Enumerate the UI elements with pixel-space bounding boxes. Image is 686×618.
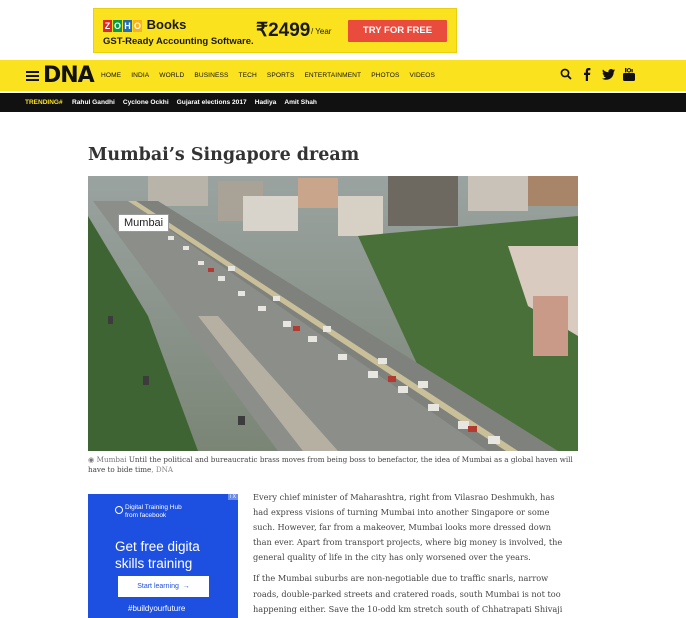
arrow-right-icon: → (180, 583, 190, 590)
article-body (253, 490, 571, 618)
trending-item[interactable]: Amit Shah (284, 99, 317, 106)
caption-text: Until the political and bureaucratic brass moves from being boss to benefactor, the idea of Mumbai as a global haven will have to bide time (88, 455, 573, 474)
caption-source: , DNA (151, 464, 174, 474)
ad-headline-line2: skills training (115, 556, 193, 571)
ad-product: Books (146, 17, 187, 32)
ad-choices-badge[interactable]: i X (230, 494, 236, 500)
trending-bar (0, 93, 686, 112)
trending-item[interactable]: Gujarat elections 2017 (176, 99, 247, 106)
training-hub-logo-icon (115, 506, 123, 514)
nav-item-sports[interactable]: SPORTS (266, 72, 295, 79)
image-caption (88, 455, 582, 474)
trending-item[interactable]: Hadiya (254, 99, 277, 106)
image-location-label: Mumbai (118, 214, 169, 232)
logo-letter: O (113, 21, 121, 31)
trending-item[interactable]: Cyclone Ockhi (122, 99, 169, 106)
facebook-icon[interactable] (580, 67, 594, 81)
nav-item-home[interactable]: HOME (101, 72, 122, 79)
youtube-icon[interactable] (622, 67, 636, 81)
ad-price: ₹2499 (256, 20, 311, 41)
nav-icons (559, 67, 643, 81)
nav-item-india[interactable]: INDIA (131, 72, 150, 79)
start-learning-button[interactable] (118, 576, 209, 597)
ad-brand (103, 17, 186, 32)
logo-letter: H (124, 21, 131, 31)
side-advertisement[interactable] (88, 494, 238, 618)
ad-period: / Year (311, 27, 332, 36)
nav-item-photos[interactable]: PHOTOS (371, 72, 400, 79)
twitter-icon[interactable] (601, 67, 615, 81)
nav-item-business[interactable]: BUSINESS (194, 72, 229, 79)
search-icon[interactable] (559, 67, 573, 81)
ad-headline-line1: Get free digita (115, 539, 200, 554)
hamburger-menu-icon[interactable] (26, 71, 39, 81)
article-title: Mumbai’s Singapore dream (88, 145, 360, 165)
nav-item-world[interactable]: WORLD (159, 72, 185, 79)
site-logo[interactable]: DNA (43, 63, 94, 88)
logo-letter: O (133, 21, 141, 31)
ad-headline (115, 538, 200, 572)
trending-item[interactable]: Rahul Gandhi (72, 99, 115, 106)
ad-tagline: GST-Ready Accounting Software. (103, 36, 254, 47)
ad-hub-line2: from facebook (125, 511, 167, 519)
article-paragraph: If the Mumbai suburbs are non-negotiable due to traffic snarls, narrow roads, double-parked streets and cratered roads, south Mumbai is not too happening either. Save the 10-odd km stretch south of Chhatrapati Shivaji (253, 573, 563, 614)
zoho-logo (103, 20, 143, 32)
article-hero-image (88, 176, 578, 451)
nav-item-videos[interactable]: VIDEOS (409, 72, 436, 79)
logo-letter: Z (104, 21, 111, 31)
ad-hub-text (125, 504, 182, 519)
main-nav (0, 60, 686, 91)
ad-hub-line1: Digital Training Hub (125, 504, 182, 511)
article-paragraph: Every chief minister of Maharashtra, right from Vilasrao Deshmukh, has had express visions of turning Mumbai into another Singapore or some such. However, far from a makeover, Mumbai looks more dressed down than ever. Apart from transport projects, where big money is involved, the general quality of life in the city has only worsened over the years. (253, 492, 563, 563)
ad-hashtag: #buildyourfuture (128, 604, 186, 613)
nav-item-tech[interactable]: TECH (238, 72, 257, 79)
start-learning-label: Start learning (137, 583, 179, 590)
nav-menu (101, 72, 445, 79)
trending-label: TRENDING# (25, 99, 63, 106)
camera-icon: ◉ (88, 455, 95, 464)
caption-tag: Mumbai (96, 455, 127, 464)
trending-items (72, 99, 325, 106)
top-advertisement[interactable] (93, 8, 457, 53)
ad-cta-button[interactable]: TRY FOR FREE (348, 20, 447, 42)
nav-item-entertainment[interactable]: ENTERTAINMENT (304, 72, 362, 79)
